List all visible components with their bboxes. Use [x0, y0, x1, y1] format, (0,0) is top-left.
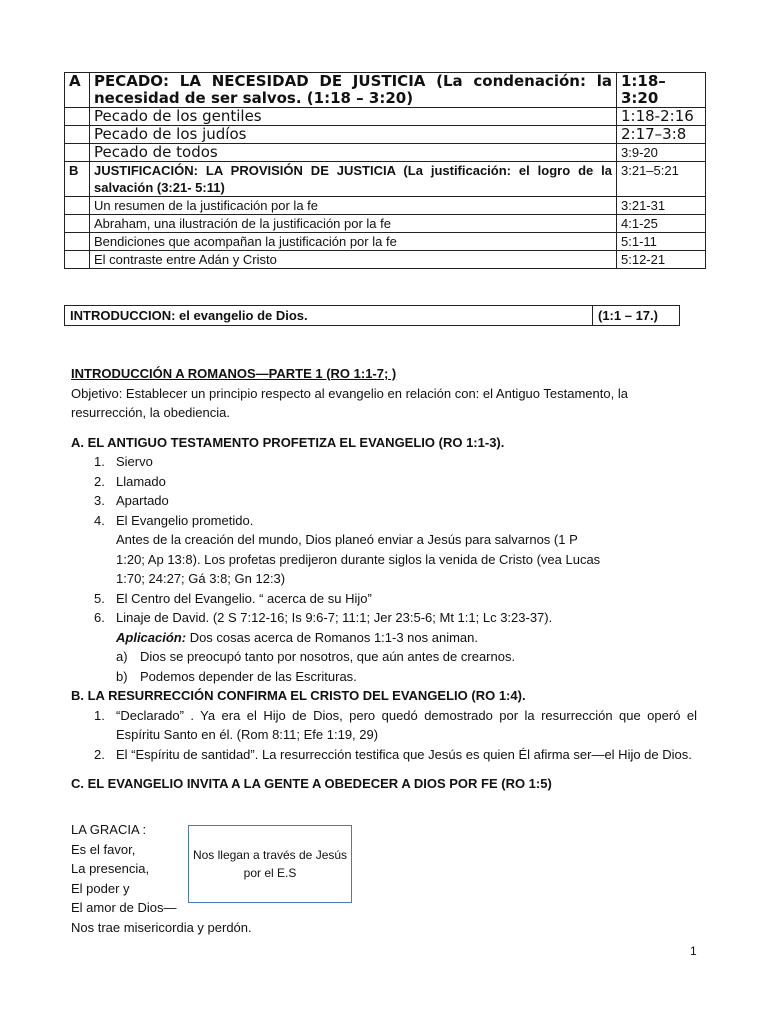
- section-a-list: [71, 452, 697, 686]
- table-row: [65, 215, 706, 233]
- list-item: 2. Llamado: [94, 473, 166, 489]
- section-a-heading: A. EL ANTIGUO TESTAMENTO PROFETIZA EL EVANGELIO (RO 1:1-3).: [71, 434, 505, 450]
- list-item: 4. El Evangelio prometido.: [94, 512, 254, 528]
- list-item: 6. Linaje de David. (2 S 7:12-16; Is 9:6-7; 11:1; Jer 23:5-6; Mt 1:1; Lc 3:23-37).: [94, 610, 553, 625]
- introduction-label: INTRODUCCION: el evangelio de Dios.: [65, 306, 593, 326]
- table-row: [65, 162, 706, 197]
- section-b-heading: B. LA RESURRECCIÓN CONFIRMA EL CRISTO DEL EVANGELIO (RO 1:4).: [71, 688, 526, 703]
- sub-list-item: a) Dios se preocupó tanto por nosotros, que aún antes de crearnos.: [116, 649, 516, 664]
- application-note: Aplicación: Dos cosas acerca de Romanos 1:1-3 nos animan.: [116, 629, 479, 645]
- outline-item: El contraste entre Adán y Cristo: [90, 251, 617, 269]
- table-row: [65, 233, 706, 251]
- outline-heading: JUSTIFICACIÓN: LA PROVISIÓN DE JUSTICIA (La justificación: el logro de la salvación (3:21- 5:11): [90, 162, 617, 197]
- table-row: [65, 108, 706, 126]
- callout-box: [188, 825, 352, 903]
- outline-heading: PECADO: LA NECESIDAD DE JUSTICIA (La condenación: la necesidad de ser salvos. (1:18 – 3:20): [90, 73, 617, 108]
- outline-ref: 3:21–5:21: [617, 162, 706, 197]
- outline-ref: 2:17–3:8: [617, 126, 706, 144]
- grace-definition: LA GRACIA : Es el favor, La presencia, El poder y El amor de Dios— Nos trae misericordia y perdón.: [71, 822, 252, 935]
- outline-item: Pecado de los judíos: [90, 126, 617, 144]
- introduction-box: [64, 305, 680, 326]
- outline-ref: 1:18–3:20: [617, 73, 706, 108]
- introduction-ref: (1:1 – 17.): [593, 306, 680, 326]
- list-item: 5. El Centro del Evangelio. “ acerca de su Hijo”: [94, 590, 372, 606]
- list-item: 2. El “Espíritu de santidad”. La resurrección testifica que Jesús es quien Él afirma ser—el Hijo de Dios.: [94, 746, 692, 762]
- outline-ref: 5:1-11: [617, 233, 706, 251]
- table-row: [65, 197, 706, 215]
- outline-ref: 3:9-20: [617, 144, 706, 162]
- outline-item: Abraham, una ilustración de la justificación por la fe: [90, 215, 617, 233]
- table-row: [65, 73, 706, 108]
- sub-list-item: b) Podemos depender de las Escrituras.: [116, 668, 357, 684]
- outline-ref: 5:12-21: [617, 251, 706, 269]
- lesson-objective: Objetivo: Establecer un principio respecto al evangelio en relación con: el Antiguo Testamento, la resurrección, la obediencia.: [71, 385, 628, 420]
- table-row: [65, 144, 706, 162]
- list-item: 1. “Declarado” . Ya era el Hijo de Dios, pero quedó demostrado por la resurrección que operó el Espíritu Santo en él. (Rom 8:11; Efe 1:19, 29): [94, 707, 697, 742]
- outline-ref: 3:21-31: [617, 197, 706, 215]
- outline-item: Pecado de los gentiles: [90, 108, 617, 126]
- lesson-body: [71, 364, 697, 794]
- item-4-detail: Antes de la creación del mundo, Dios planeó enviar a Jesús para salvarnos (1 P 1:20; Ap 13:8). Los profetas predijeron durante siglos la venida de Cristo (vea Lucas 1:70; 24:27; Gá 3:8; Gn 12:3): [116, 532, 601, 586]
- section-b-list: [71, 706, 697, 765]
- callout-text: Nos llegan a través de Jesús por el E.S: [192, 848, 348, 880]
- section-letter: A: [65, 73, 90, 108]
- outline-item: Bendiciones que acompañan la justificación por la fe: [90, 233, 617, 251]
- outline-item: Pecado de todos: [90, 144, 617, 162]
- section-c-heading: C. EL EVANGELIO INVITA A LA GENTE A OBEDECER A DIOS POR FE (RO 1:5): [71, 776, 552, 791]
- outline-ref: 4:1-25: [617, 215, 706, 233]
- list-item: 3. Apartado: [94, 493, 169, 508]
- table-row: [65, 126, 706, 144]
- lesson-title: INTRODUCCIÓN A ROMANOS—PARTE 1 (RO 1:1-7; ): [71, 366, 397, 381]
- section-letter: B: [65, 162, 90, 197]
- outline-item: Un resumen de la justificación por la fe: [90, 197, 617, 215]
- outline-table: [64, 72, 706, 269]
- table-row: [65, 306, 680, 326]
- table-row: [65, 251, 706, 269]
- outline-ref: 1:18-2:16: [617, 108, 706, 126]
- page-number: 1: [690, 944, 697, 958]
- list-item: 1. Siervo: [94, 454, 153, 469]
